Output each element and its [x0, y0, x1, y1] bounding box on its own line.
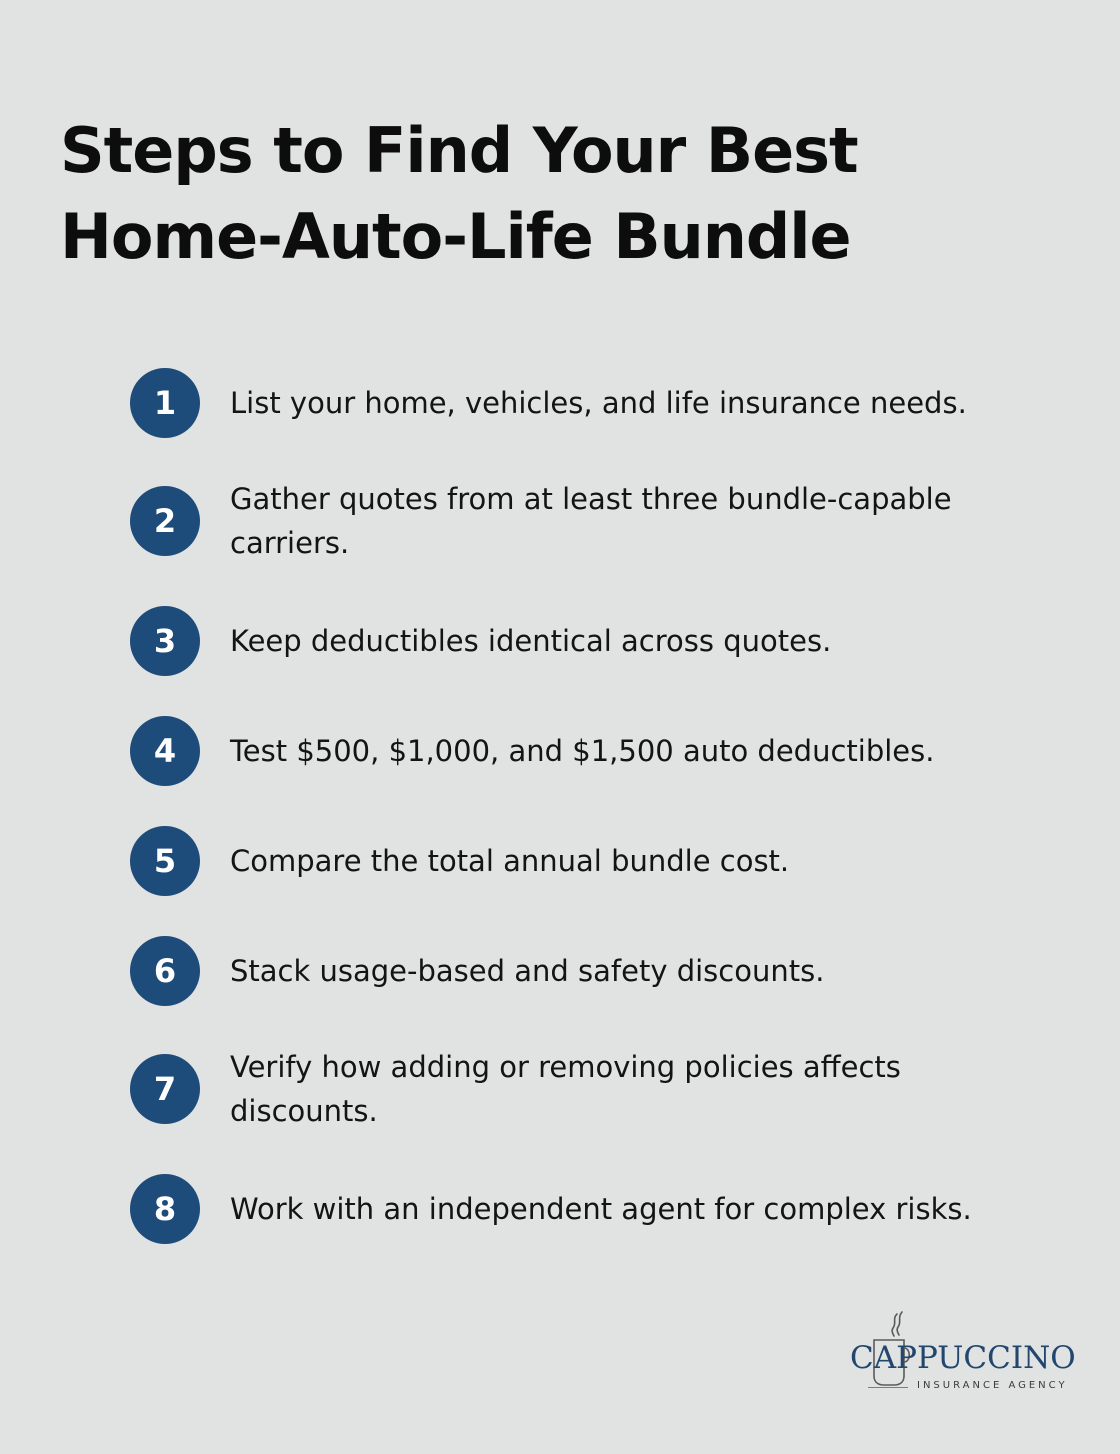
- step-item: [130, 821, 1070, 901]
- step-text: Work with an independent agent for complex risks.: [230, 1192, 972, 1226]
- step-text: Compare the total annual bundle cost.: [230, 844, 790, 878]
- step-item: [130, 1169, 1070, 1249]
- step-number-badge: 8: [130, 1174, 200, 1244]
- step-text: Test $500, $1,000, and $1,500 auto deductibles.: [230, 734, 935, 768]
- page-title: Steps to Find Your Best Home-Auto-Life Bundle: [60, 114, 858, 273]
- logo-wordmark: CAPPUCCINO: [850, 1340, 1076, 1376]
- brand-logo: [846, 1310, 1076, 1394]
- step-text: List your home, vehicles, and life insurance needs.: [230, 386, 967, 420]
- step-number-badge: 7: [130, 1054, 200, 1124]
- step-item: [130, 711, 1070, 791]
- step-item: [130, 1049, 1070, 1129]
- step-text: Gather quotes from at least three bundle-capable carriers.: [230, 482, 952, 560]
- step-item: [130, 363, 1070, 443]
- step-number-badge: 6: [130, 936, 200, 1006]
- step-number-badge: 1: [130, 368, 200, 438]
- step-text: Verify how adding or removing policies affects discounts.: [230, 1050, 901, 1128]
- step-item: [130, 601, 1070, 681]
- step-text: Stack usage-based and safety discounts.: [230, 954, 825, 988]
- step-number-badge: 4: [130, 716, 200, 786]
- logo-subtitle: INSURANCE AGENCY: [917, 1380, 1068, 1391]
- step-item: [130, 481, 1070, 561]
- step-number-badge: 2: [130, 486, 200, 556]
- step-number-badge: 5: [130, 826, 200, 896]
- step-item: [130, 931, 1070, 1011]
- step-text: Keep deductibles identical across quotes.: [230, 624, 832, 658]
- step-number-badge: 3: [130, 606, 200, 676]
